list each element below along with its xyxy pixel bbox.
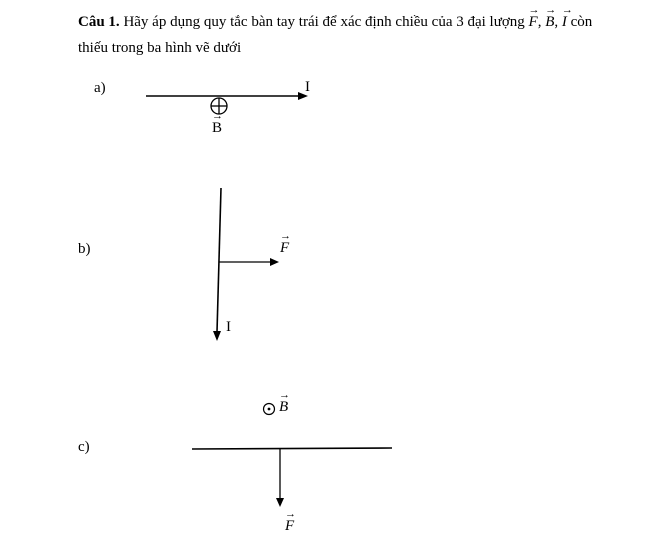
current-label-b: I — [226, 319, 231, 335]
field-label-a: B → — [212, 110, 223, 136]
part-b-label: b) — [78, 241, 91, 257]
question-text: Hãy áp dụng quy tắc bàn tay trái để xác định chiều của 3 đại lượng — [119, 14, 529, 30]
field-label-c: B → — [279, 389, 290, 415]
vector-b: B → — [545, 4, 557, 30]
vector-i: I → — [561, 4, 573, 30]
question-line-1: Câu 1. Hãy áp dụng quy tắc bàn tay trái để xác định chiều của 3 đại lượng F → , B → , I → còn — [78, 4, 593, 30]
current-arrow-b — [213, 331, 221, 341]
wire-c — [192, 448, 392, 449]
force-label-c: F → — [285, 508, 296, 534]
current-label-a: I — [305, 79, 310, 95]
part-c-label: c) — [78, 439, 90, 455]
question-title: Câu 1. — [78, 14, 120, 30]
wire-b — [217, 188, 221, 332]
part-a-label: a) — [94, 80, 106, 96]
question-line-2: thiếu trong ba hình vẽ dưới — [78, 40, 242, 56]
vector-f: F → — [528, 4, 540, 30]
question-text-end: còn — [566, 14, 593, 30]
force-label-b: F → — [280, 230, 291, 256]
